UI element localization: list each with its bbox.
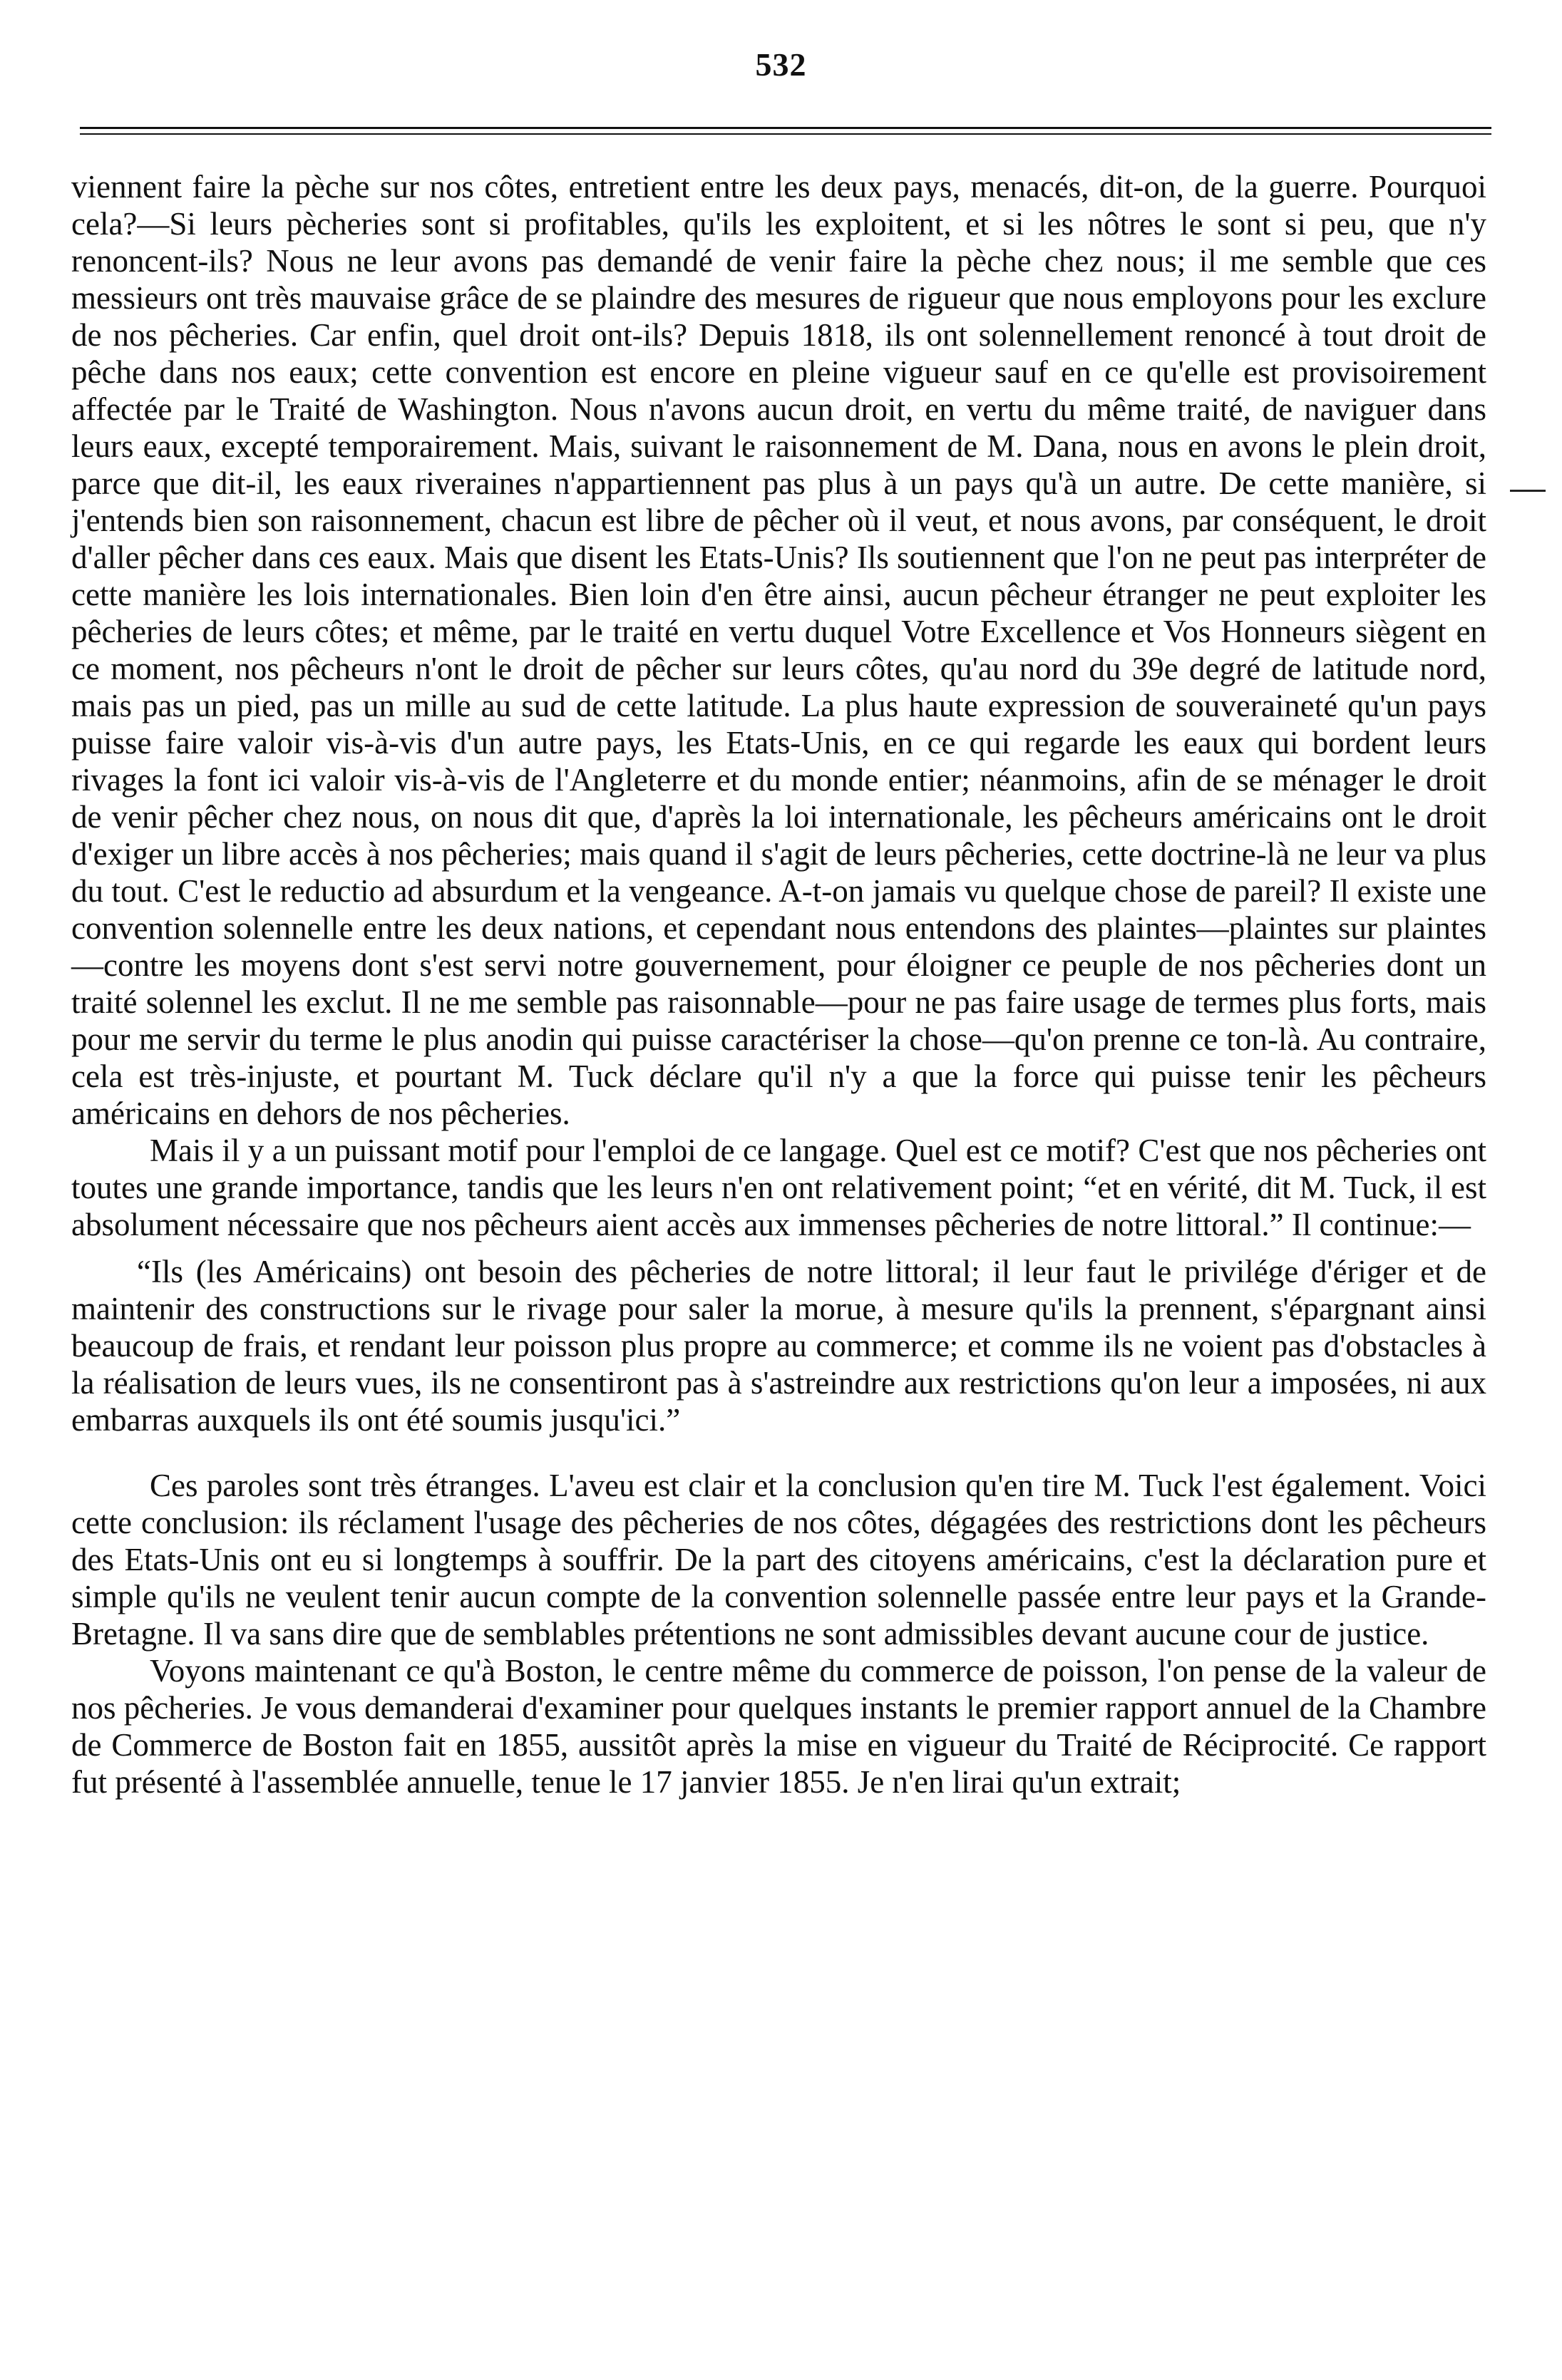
body-text [71,168,1486,1801]
margin-mark [1510,490,1546,492]
quoted-paragraph: “Ils (les Américains) ont besoin des pêcheries de notre littoral; il leur faut le privilége d'ériger et de maintenir des constructions sur le rivage pour saler la morue, à mesure qu'ils la prennent, s'épargnant ainsi beaucoup de frais, et rendant leur poisson plus propre au commerce; et comme ils ne voient pas d'obstacles à la réalisation de leurs vues, ils ne consentiront pas à s'astreindre aux restrictions qu'on leur a imposées, ni aux embarras auxquels ils ont été soumis jusqu'ici.” [71,1254,1486,1438]
paragraph-1: viennent faire la pèche sur nos côtes, entretient entre les deux pays, menacés, dit-on, de la guerre. Pourquoi cela?—Si leurs pècheries sont si profitables, qu'ils les exploitent, et si les nôtres le sont si peu, que n'y renoncent-ils? Nous ne leur avons pas demandé de venir faire la pèche chez nous; il me semble que ces messieurs ont très mauvaise grâce de se plaindre des mesures de rigueur que nous employons pour les exclure de nos pêcheries. Car enfin, quel droit ont-ils? Depuis 1818, ils ont solennellement renoncé à tout droit de pêche dans nos eaux; cette convention est encore en pleine vigueur sauf en ce qu'elle est provisoirement affectée par le Traité de Washington. Nous n'avons aucun droit, en vertu du même traité, de naviguer dans leurs eaux, excepté temporairement. Mais, suivant le raisonnement de M. Dana, nous en avons le plein droit, parce que dit-il, les eaux riveraines n'appartiennent pas plus à un pays qu'à un autre. De cette manière, si j'entends bien son raisonnement, chacun est libre de pêcher où il veut, et nous avons, par conséquent, le droit d'aller pêcher dans ces eaux. Mais que disent les Etats-Unis? Ils soutiennent que l'on ne peut pas interpréter de cette manière les lois internationales. Bien loin d'en être ainsi, aucun pêcheur étranger ne peut exploiter les pêcheries de leurs côtes; et même, par le traité en vertu duquel Votre Excellence et Vos Honneurs siègent en ce moment, nos pêcheurs n'ont le droit de pêcher sur leurs côtes, qu'au nord du 39e degré de latitude nord, mais pas un pied, pas un mille au sud de cette latitude. La plus haute expression de souveraineté qu'un pays puisse faire valoir vis-à-vis d'un autre pays, les Etats-Unis, en ce qui regarde les eaux qui bordent leurs rivages la font ici valoir vis-à-vis de l'Angleterre et du monde entier; néanmoins, afin de se ménager le droit de venir pêcher chez nous, on nous dit que, d'après la loi internationale, les pêcheurs américains ont le droit d'exiger un libre accès à nos pêcheries; mais quand il s'agit de leurs pêcheries, cette doctrine-là ne leur va plus du tout. C'est le reductio ad absurdum et la vengeance. A-t-on jamais vu quelque chose de pareil? Il existe une convention solennelle entre les deux nations, et cependant nous entendons des plaintes—plaintes sur plaintes—contre les moyens dont s'est servi notre gouvernement, pour éloigner ce peuple de nos pêcheries dont un traité solennel les exclut. Il ne me semble pas raisonnable—pour ne pas faire usage de termes plus forts, mais pour me servir du terme le plus anodin qui puisse caractériser la chose—qu'on prenne ce ton-là. Au contraire, cela est très-injuste, et pourtant M. Tuck déclare qu'il n'y a que la force qui puisse tenir les pêcheurs américains en dehors de nos pêcheries. [71,169,1486,1131]
paragraph-4: Voyons maintenant ce qu'à Boston, le centre même du commerce de poisson, l'on pense de la valeur de nos pêcheries. Je vous demanderai d'examiner pour quelques instants le premier rapport annuel de la Chambre de Commerce de Boston fait en 1855, aussitôt après la mise en vigueur du Traité de Réciprocité. Ce rapport fut présenté à l'assemblée annuelle, tenue le 17 janvier 1855. Je n'en lirai qu'un extrait; [71,1653,1486,1800]
paragraph-3: Ces paroles sont très étranges. L'aveu est clair et la conclusion qu'en tire M. Tuck l'est également. Voici cette conclusion: ils réclament l'usage des pêcheries de nos côtes, dégagées des restrictions dont les pêcheurs des Etats-Unis ont eu si longtemps à souffrir. De la part des citoyens américains, c'est la déclaration pure et simple qu'ils ne veulent tenir aucun compte de la convention solennelle passée entre leur pays et la Grande-Bretagne. Il va sans dire que de semblables prétentions ne sont admissibles devant aucune cour de justice. [71,1468,1486,1652]
paragraph-2: Mais il y a un puissant motif pour l'emploi de ce langage. Quel est ce motif? C'est que nos pêcheries ont toutes une grande importance, tandis que les leurs n'en ont relativement point; “et en vérité, dit M. Tuck, il est absolument nécessaire que nos pêcheurs aient accès aux immenses pêcheries de notre littoral.” Il continue:— [71,1133,1486,1242]
header-rule [80,127,1491,135]
page-number: 532 [755,46,807,83]
